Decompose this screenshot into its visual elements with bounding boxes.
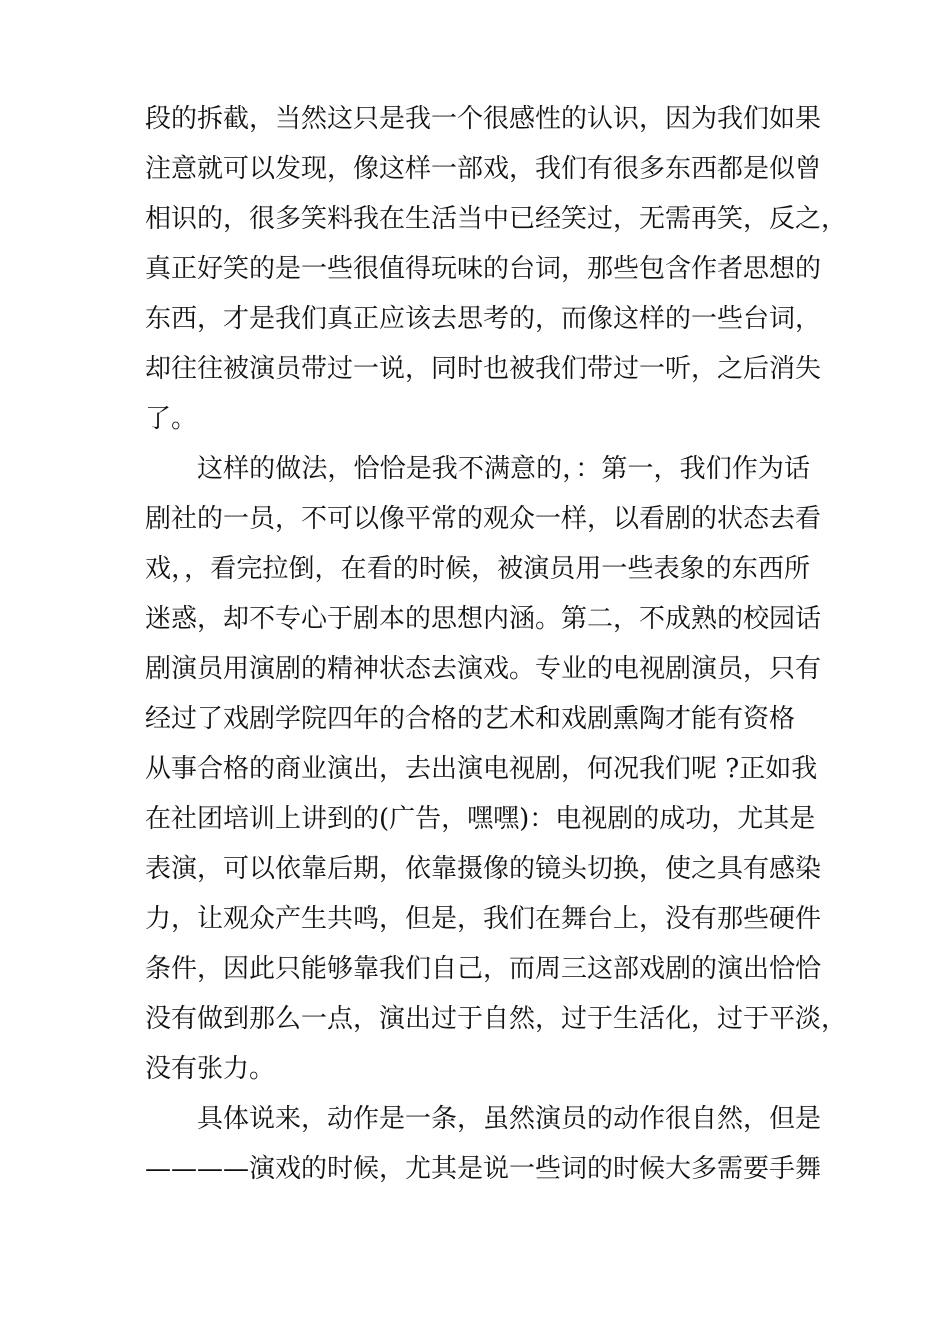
text-line: 真正好笑的是一些很值得玩味的台词，那些包含作者思想的	[145, 254, 822, 284]
text-line: 剧演员用演剧的精神状态去演戏。专业的电视剧演员，只有	[145, 654, 822, 684]
text-line: 没有张力。	[145, 1054, 276, 1084]
text-line: 迷惑，却不专心于剧本的思想内涵。第二，不成熟的校园话	[145, 604, 822, 634]
paragraph-first-line: 这样的做法，恰恰是我不满意的，：第一，我们作为话	[197, 454, 810, 484]
text-line: 没有做到那么一点，演出过于自然，过于生活化，过于平淡，	[145, 1004, 848, 1034]
text-line: 在社团培训上讲到的(广告，嘿嘿)：电视剧的成功，尤其是	[145, 804, 816, 834]
text-line: 戏，，看完拉倒，在看的时候，被演员用一些表象的东西所	[145, 554, 810, 584]
text-line: 相识的，很多笑料我在生活当中已经笑过，无需再笑，反之，	[145, 204, 848, 234]
text-line: 从事合格的商业演出，去出演电视剧，何况我们呢 ?正如我	[145, 754, 818, 784]
text-line: ————演戏的时候，尤其是说一些词的时候大多需要手舞	[145, 1154, 822, 1184]
text-line: 条件，因此只能够靠我们自己，而周三这部戏剧的演出恰恰	[145, 954, 822, 984]
text-line: 了。	[145, 404, 198, 434]
text-line: 注意就可以发现，像这样一部戏，我们有很多东西都是似曾	[145, 154, 822, 184]
text-line: 却往往被演员带过一说，同时也被我们带过一听，之后消失	[145, 354, 822, 384]
text-line: 表演，可以依靠后期，依靠摄像的镜头切换，使之具有感染	[145, 854, 822, 884]
text-line: 力，让观众产生共鸣，但是，我们在舞台上，没有那些硬件	[145, 904, 822, 934]
text-line: 东西，才是我们真正应该去思考的，而像这样的一些台词，	[145, 304, 822, 334]
text-line: 段的拆截，当然这只是我一个很感性的认识，因为我们如果	[145, 104, 822, 134]
text-line: 经过了戏剧学院四年的合格的艺术和戏剧熏陶才能有资格	[145, 704, 796, 734]
text-line: 剧社的一员，不可以像平常的观众一样，以看剧的状态去看	[145, 504, 822, 534]
paragraph-first-line: 具体说来，动作是一条，虽然演员的动作很自然，但是	[197, 1104, 822, 1134]
